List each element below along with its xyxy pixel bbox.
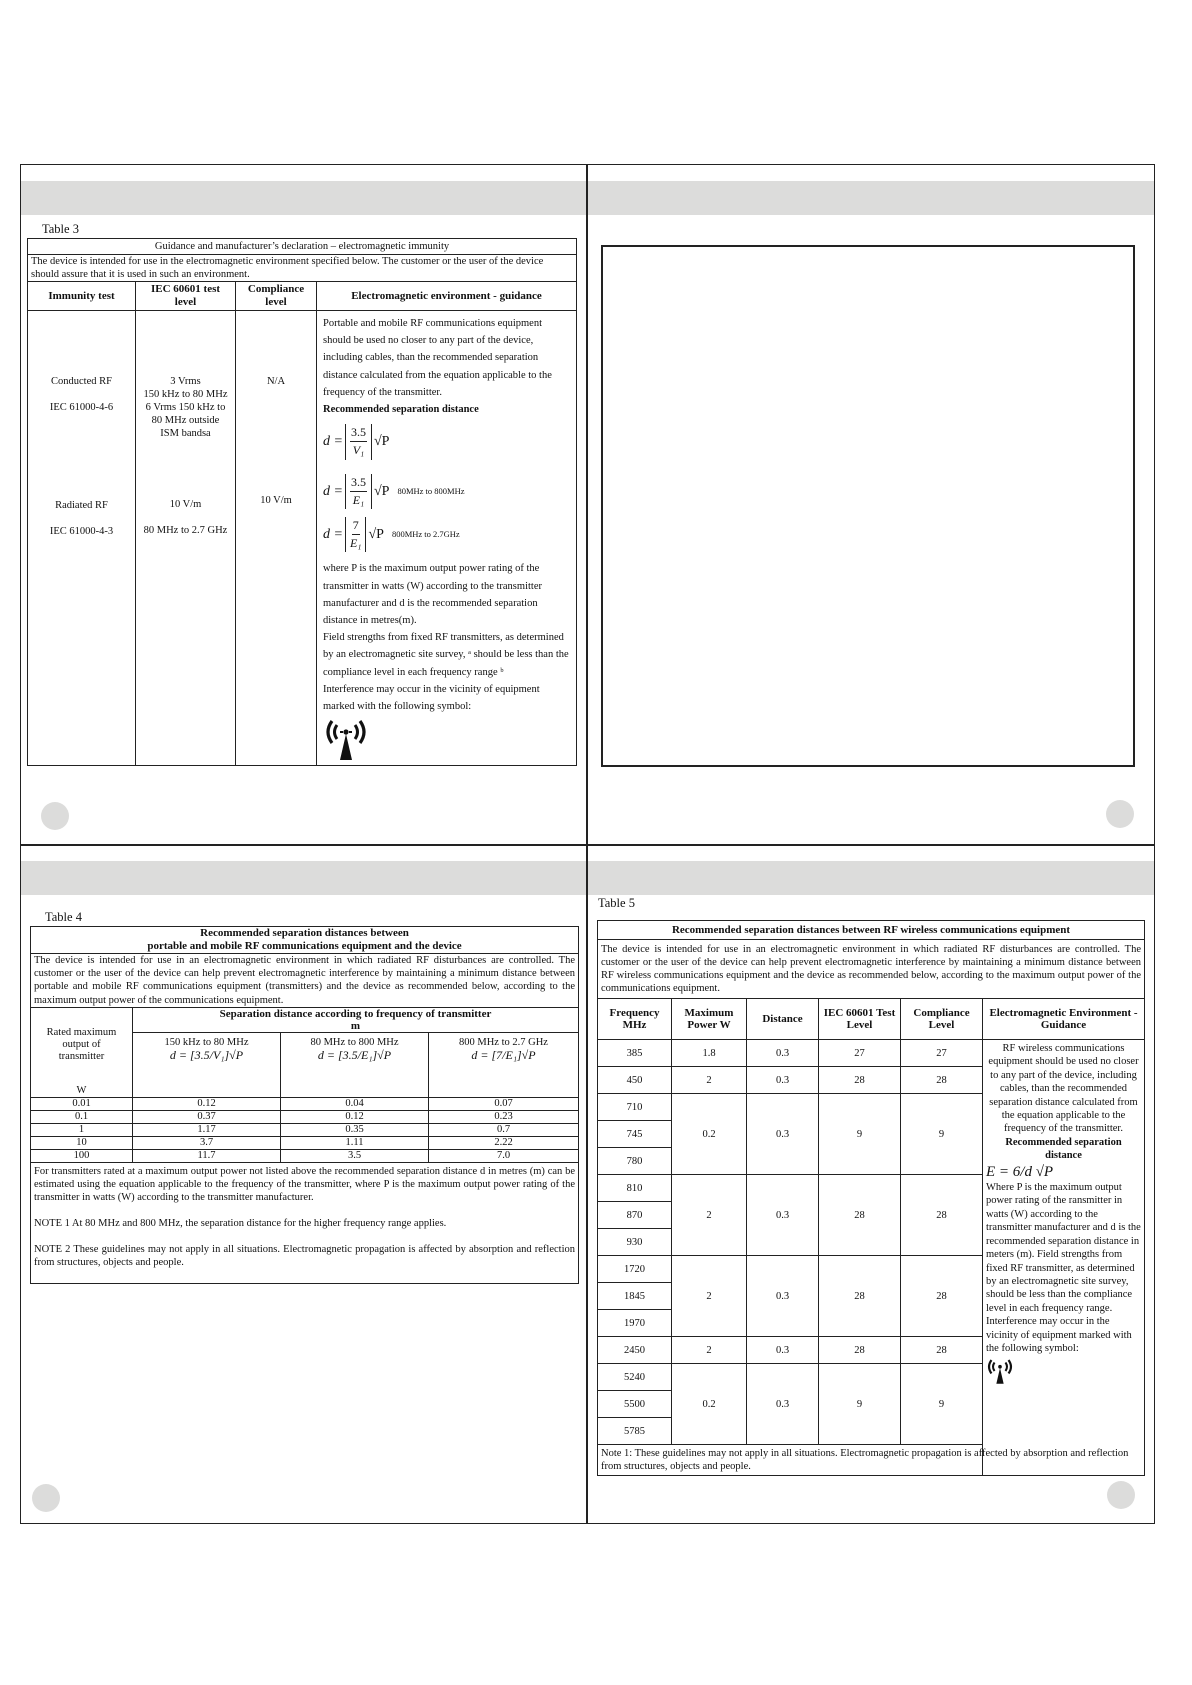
page-number-circle-top-right	[1106, 800, 1134, 828]
table3-caption: Table 3	[42, 222, 79, 236]
table5-header-guidance: Electromagnetic Environment - Guidance	[983, 999, 1145, 1040]
table-cell: 1.17	[133, 1123, 281, 1136]
radiated-range: 80 MHz to 2.7 GHz	[143, 525, 228, 536]
column-formula: d = [3.5/V₁]√P	[169, 1047, 244, 1062]
table-cell: 0.12	[281, 1110, 429, 1123]
header-band-bottom-left	[21, 861, 586, 895]
table3-guidance-cell	[317, 311, 577, 766]
table-cell: 10	[31, 1136, 133, 1149]
table4-group-header	[133, 1007, 579, 1032]
compliance-cell: 9	[901, 1364, 983, 1445]
formula-fraction	[345, 517, 367, 552]
power-cell: 0.2	[672, 1364, 747, 1445]
header-band-top-right	[588, 181, 1154, 215]
table5-header-max-power: Maximum Power W	[672, 999, 747, 1040]
compliance-cell: 28	[901, 1175, 983, 1256]
formula-lhs: d =	[323, 434, 343, 450]
conducted-level-line: 6 Vrms 150 kHz to	[145, 402, 226, 413]
conducted-level-line: 150 kHz to 80 MHz	[143, 389, 228, 400]
formula-conducted	[323, 424, 570, 459]
power-cell: 0.2	[672, 1094, 747, 1175]
table3-header-compliance: Compliance level	[236, 282, 317, 311]
table3-header-guidance: Electromagnetic environment - guidance	[317, 282, 577, 311]
table5-intro: The device is intended for use in an electromagnetic environment in which radiated RF disturbances are controlled. The customer or the user of the device can help prevent electromagnetic interference by maintaining a minimum distance between RF wireless communications equipment and the device as recommended below, according to the maximum output power of the communications equipment.	[598, 940, 1145, 999]
distance-cell: 0.3	[747, 1040, 819, 1067]
formula-lhs: d =	[323, 483, 343, 499]
header-band-bottom-right	[588, 861, 1154, 895]
compliance-cell: 28	[901, 1337, 983, 1364]
table-row	[31, 1123, 579, 1136]
table-cell: 0.12	[133, 1097, 281, 1110]
table-row	[598, 1040, 1145, 1067]
guidance-paragraph-1: RF wireless communications equipment should be used no closer to any part of the device, including cables, than the recommended separation distance calculated from the equation applicable to the frequency of the transmitter.	[988, 1043, 1139, 1135]
compliance-cell: 9	[901, 1094, 983, 1175]
table3-title: Guidance and manufacturer’s declaration – electromagnetic immunity	[28, 239, 577, 255]
conducted-compliance: N/A	[266, 376, 286, 387]
guidance-heading: Recommended separation distance	[323, 404, 479, 416]
table-cell: 0.01	[31, 1097, 133, 1110]
fraction-numerator: 7	[352, 517, 360, 535]
table4-col-header-2	[281, 1032, 429, 1097]
group-header-unit: m	[350, 1019, 361, 1032]
row-header-line: transmitter	[58, 1050, 105, 1062]
table-cell: 2.22	[429, 1136, 579, 1149]
table-cell: 3.5	[281, 1149, 429, 1162]
frequency-cell: 870	[598, 1202, 672, 1229]
table-row	[31, 1097, 579, 1110]
compliance-cell: 27	[901, 1040, 983, 1067]
formula-radiated-low	[323, 474, 570, 509]
radiated-rf-standard: IEC 61000-4-3	[49, 526, 114, 537]
radiated-level: 10 V/m	[169, 499, 202, 510]
table-cell: 0.37	[133, 1110, 281, 1123]
table5-rf-wireless	[597, 920, 1145, 1476]
table4-caption: Table 4	[45, 910, 82, 924]
compliance-cell: 28	[901, 1067, 983, 1094]
table-row	[31, 1110, 579, 1123]
frequency-cell: 2450	[598, 1337, 672, 1364]
table4-intro: The device is intended for use in an electromagnetic environment in which radiated RF disturbances are controlled. The customer or the user of the device can help prevent electromagnetic interference by maintaining a minimum distance between portable and mobile RF communications equipment (transmitters) and the device as recommended below, according to the maximum output power of the communications equipment.	[31, 954, 579, 1008]
radiated-rf-label: Radiated RF	[55, 500, 108, 511]
conducted-rf-standard: IEC 61000-4-6	[49, 402, 114, 413]
formula-fraction	[345, 474, 372, 509]
table4-row-header	[31, 1007, 133, 1097]
test-level-cell: 28	[819, 1067, 901, 1094]
table5-header-frequency: Frequency MHz	[598, 999, 672, 1040]
page-horizontal-divider	[20, 844, 1155, 846]
distance-cell: 0.3	[747, 1067, 819, 1094]
guidance-paragraph-3: Field strengths from fixed RF transmitters, as determined by an electromagnetic site survey, ᵃ should be less than the compliance level in each frequency range ᵇ	[323, 632, 569, 678]
page-number-circle-bottom-left	[32, 1484, 60, 1512]
table4-note1: NOTE 1 At 80 MHz and 800 MHz, the separation distance for the higher frequency range applies.	[34, 1217, 447, 1229]
table4-notes	[31, 1162, 579, 1283]
test-level-cell: 9	[819, 1094, 901, 1175]
table-row	[31, 1136, 579, 1149]
table3-header-test-level: IEC 60601 test level	[136, 282, 236, 311]
fraction-denominator: E₁	[349, 536, 362, 551]
table-cell: 0.04	[281, 1097, 429, 1110]
power-cell: 2	[672, 1067, 747, 1094]
guidance-formula: E = 6/d √P	[986, 1163, 1054, 1180]
table5-guidance-cell	[983, 1040, 1145, 1476]
table-cell: 7.0	[429, 1149, 579, 1162]
test-level-cell: 9	[819, 1364, 901, 1445]
empty-content-box	[601, 245, 1135, 767]
table4-footnote: For transmitters rated at a maximum output power not listed above the recommended separation distance d in metres (m) can be estimated using the equation applicable to the frequency of the transmitter, where P is the maximum output power rating of the transmitter in watts (W) according to the transmitter manufacturer.	[34, 1165, 575, 1203]
table-cell: 3.7	[133, 1136, 281, 1149]
conducted-level-line: 80 MHz outside	[151, 415, 220, 426]
guidance-paragraph-2: Where P is the maximum output power rating of the ransmitter in watts (W) according to the transmitter manufacturer and d is the recommended separation distance in meters (m). Field strengths from fixed RF transmitter, as determined by an electromagnetic site survey, should be less than the compliance level in each frequency range. Interference may occur in the vicinity of equipment marked with the following symbol:	[986, 1182, 1141, 1354]
formula-fraction	[345, 424, 372, 459]
row-header-line: Rated maximum	[46, 1026, 117, 1038]
guidance-paragraph-2: where P is the maximum output power rating of the transmitter in watts (W) according to the transmitter manufacturer and d is the recommended separation distance in metres(m).	[323, 563, 542, 627]
table4-title	[31, 927, 579, 954]
column-formula: d = [3.5/E₁]√P	[317, 1047, 392, 1062]
power-cell: 2	[672, 1256, 747, 1337]
table4-col-header-3	[429, 1032, 579, 1097]
power-cell: 2	[672, 1337, 747, 1364]
table5-title: Recommended separation distances between RF wireless communications equipment	[598, 921, 1145, 940]
table-row	[31, 1149, 579, 1162]
radiated-compliance: 10 V/m	[260, 495, 292, 506]
fraction-denominator: E₁	[352, 492, 365, 507]
table-cell: 1	[31, 1123, 133, 1136]
conducted-level-line: ISM bandsa	[160, 428, 211, 439]
table-cell: 1.11	[281, 1136, 429, 1149]
conducted-rf-label: Conducted RF	[51, 376, 112, 387]
frequency-cell: 450	[598, 1067, 672, 1094]
table-cell: 0.1	[31, 1110, 133, 1123]
distance-cell: 0.3	[747, 1364, 819, 1445]
frequency-cell: 930	[598, 1229, 672, 1256]
formula-lhs: d =	[323, 527, 343, 543]
rf-radiation-symbol-icon	[986, 1357, 1014, 1385]
table4-title-line2: portable and mobile RF communications equipment and the device	[147, 940, 462, 952]
guidance-paragraph-1: Portable and mobile RF communications equipment should be used no closer to any part of the device, including cables, than the recommended separation distance calculated from the equation applicable to the frequency of the transmitter.	[323, 318, 552, 398]
distance-cell: 0.3	[747, 1175, 819, 1256]
table5-header-test-level: IEC 60601 Test Level	[819, 999, 901, 1040]
header-band-top-left	[21, 181, 586, 215]
column-formula: d = [7/E₁]√P	[471, 1047, 536, 1062]
column-range: 80 MHz to 800 MHz	[310, 1036, 399, 1048]
group-header-text: Separation distance according to frequency of transmitter	[219, 1007, 492, 1020]
frequency-cell: 780	[598, 1148, 672, 1175]
distance-cell: 0.3	[747, 1094, 819, 1175]
page-number-circle-bottom-right	[1107, 1481, 1135, 1509]
table-cell: 0.7	[429, 1123, 579, 1136]
test-level-cell: 28	[819, 1256, 901, 1337]
frequency-cell: 1720	[598, 1256, 672, 1283]
rf-radiation-symbol-icon	[323, 717, 369, 761]
frequency-cell: 1970	[598, 1310, 672, 1337]
compliance-cell: 28	[901, 1256, 983, 1337]
distance-cell: 0.3	[747, 1337, 819, 1364]
table-cell: 100	[31, 1149, 133, 1162]
column-range: 800 MHz to 2.7 GHz	[459, 1036, 548, 1048]
table-cell: 0.07	[429, 1097, 579, 1110]
test-level-cell: 28	[819, 1175, 901, 1256]
formula-sqrt: √P	[368, 527, 384, 543]
formula-sqrt: √P	[373, 434, 390, 450]
frequency-cell: 710	[598, 1094, 672, 1121]
conducted-level-line: 3 Vrms	[170, 376, 201, 387]
table3-compliance-cell	[236, 311, 317, 766]
table-cell: 0.23	[429, 1110, 579, 1123]
fraction-denominator: V₁	[352, 443, 365, 458]
power-cell: 2	[672, 1175, 747, 1256]
table3-header-immunity-test: Immunity test	[28, 282, 136, 311]
frequency-cell: 745	[598, 1121, 672, 1148]
page-number-circle-top-left	[41, 802, 69, 830]
table-cell: 0.35	[281, 1123, 429, 1136]
fraction-numerator: 3.5	[350, 474, 367, 492]
power-cell: 1.8	[672, 1040, 747, 1067]
frequency-cell: 5240	[598, 1364, 672, 1391]
row-header-unit: W	[76, 1084, 87, 1096]
table4-note2: NOTE 2 These guidelines may not apply in all situations. Electromagnetic propagation is affected by absorption and reflection from structures, objects and people.	[34, 1243, 575, 1268]
table3-immunity-test-cell	[28, 311, 136, 766]
table5-header-compliance: Compliance Level	[901, 999, 983, 1040]
table3-immunity	[27, 238, 577, 766]
formula-range: 80MHz to 800MHz	[397, 485, 465, 496]
fraction-numerator: 3.5	[350, 424, 367, 442]
frequency-cell: 1845	[598, 1283, 672, 1310]
frequency-cell: 810	[598, 1175, 672, 1202]
guidance-paragraph-4: Interference may occur in the vicinity of equipment marked with the following symbol:	[323, 683, 540, 713]
table5-caption: Table 5	[598, 896, 635, 910]
frequency-cell: 5500	[598, 1391, 672, 1418]
test-level-cell: 28	[819, 1337, 901, 1364]
table4-title-line1: Recommended separation distances between	[200, 927, 409, 939]
guidance-heading: Recommended separation distance	[1005, 1136, 1122, 1162]
table5-header-distance: Distance	[747, 999, 819, 1040]
frequency-cell: 385	[598, 1040, 672, 1067]
formula-sqrt: √P	[373, 483, 390, 499]
table-cell: 11.7	[133, 1149, 281, 1162]
table4-separation-distances	[30, 926, 579, 1284]
formula-radiated-high	[323, 517, 570, 552]
frequency-cell: 5785	[598, 1418, 672, 1445]
test-level-cell: 27	[819, 1040, 901, 1067]
formula-range: 800MHz to 2.7GHz	[391, 529, 460, 540]
column-range: 150 kHz to 80 MHz	[164, 1036, 249, 1048]
distance-cell: 0.3	[747, 1256, 819, 1337]
table5-note: Note 1: These guidelines may not apply in all situations. Electromagnetic propagation is affected by absorption and reflection from structures, objects and people.	[598, 1445, 1145, 1476]
table3-intro: The device is intended for use in the electromagnetic environment specified below. The customer or the user of the device should assure that it is used in such an environment.	[28, 255, 577, 282]
row-header-line: output of	[62, 1038, 101, 1050]
table4-col-header-1	[133, 1032, 281, 1097]
table3-test-level-cell	[136, 311, 236, 766]
